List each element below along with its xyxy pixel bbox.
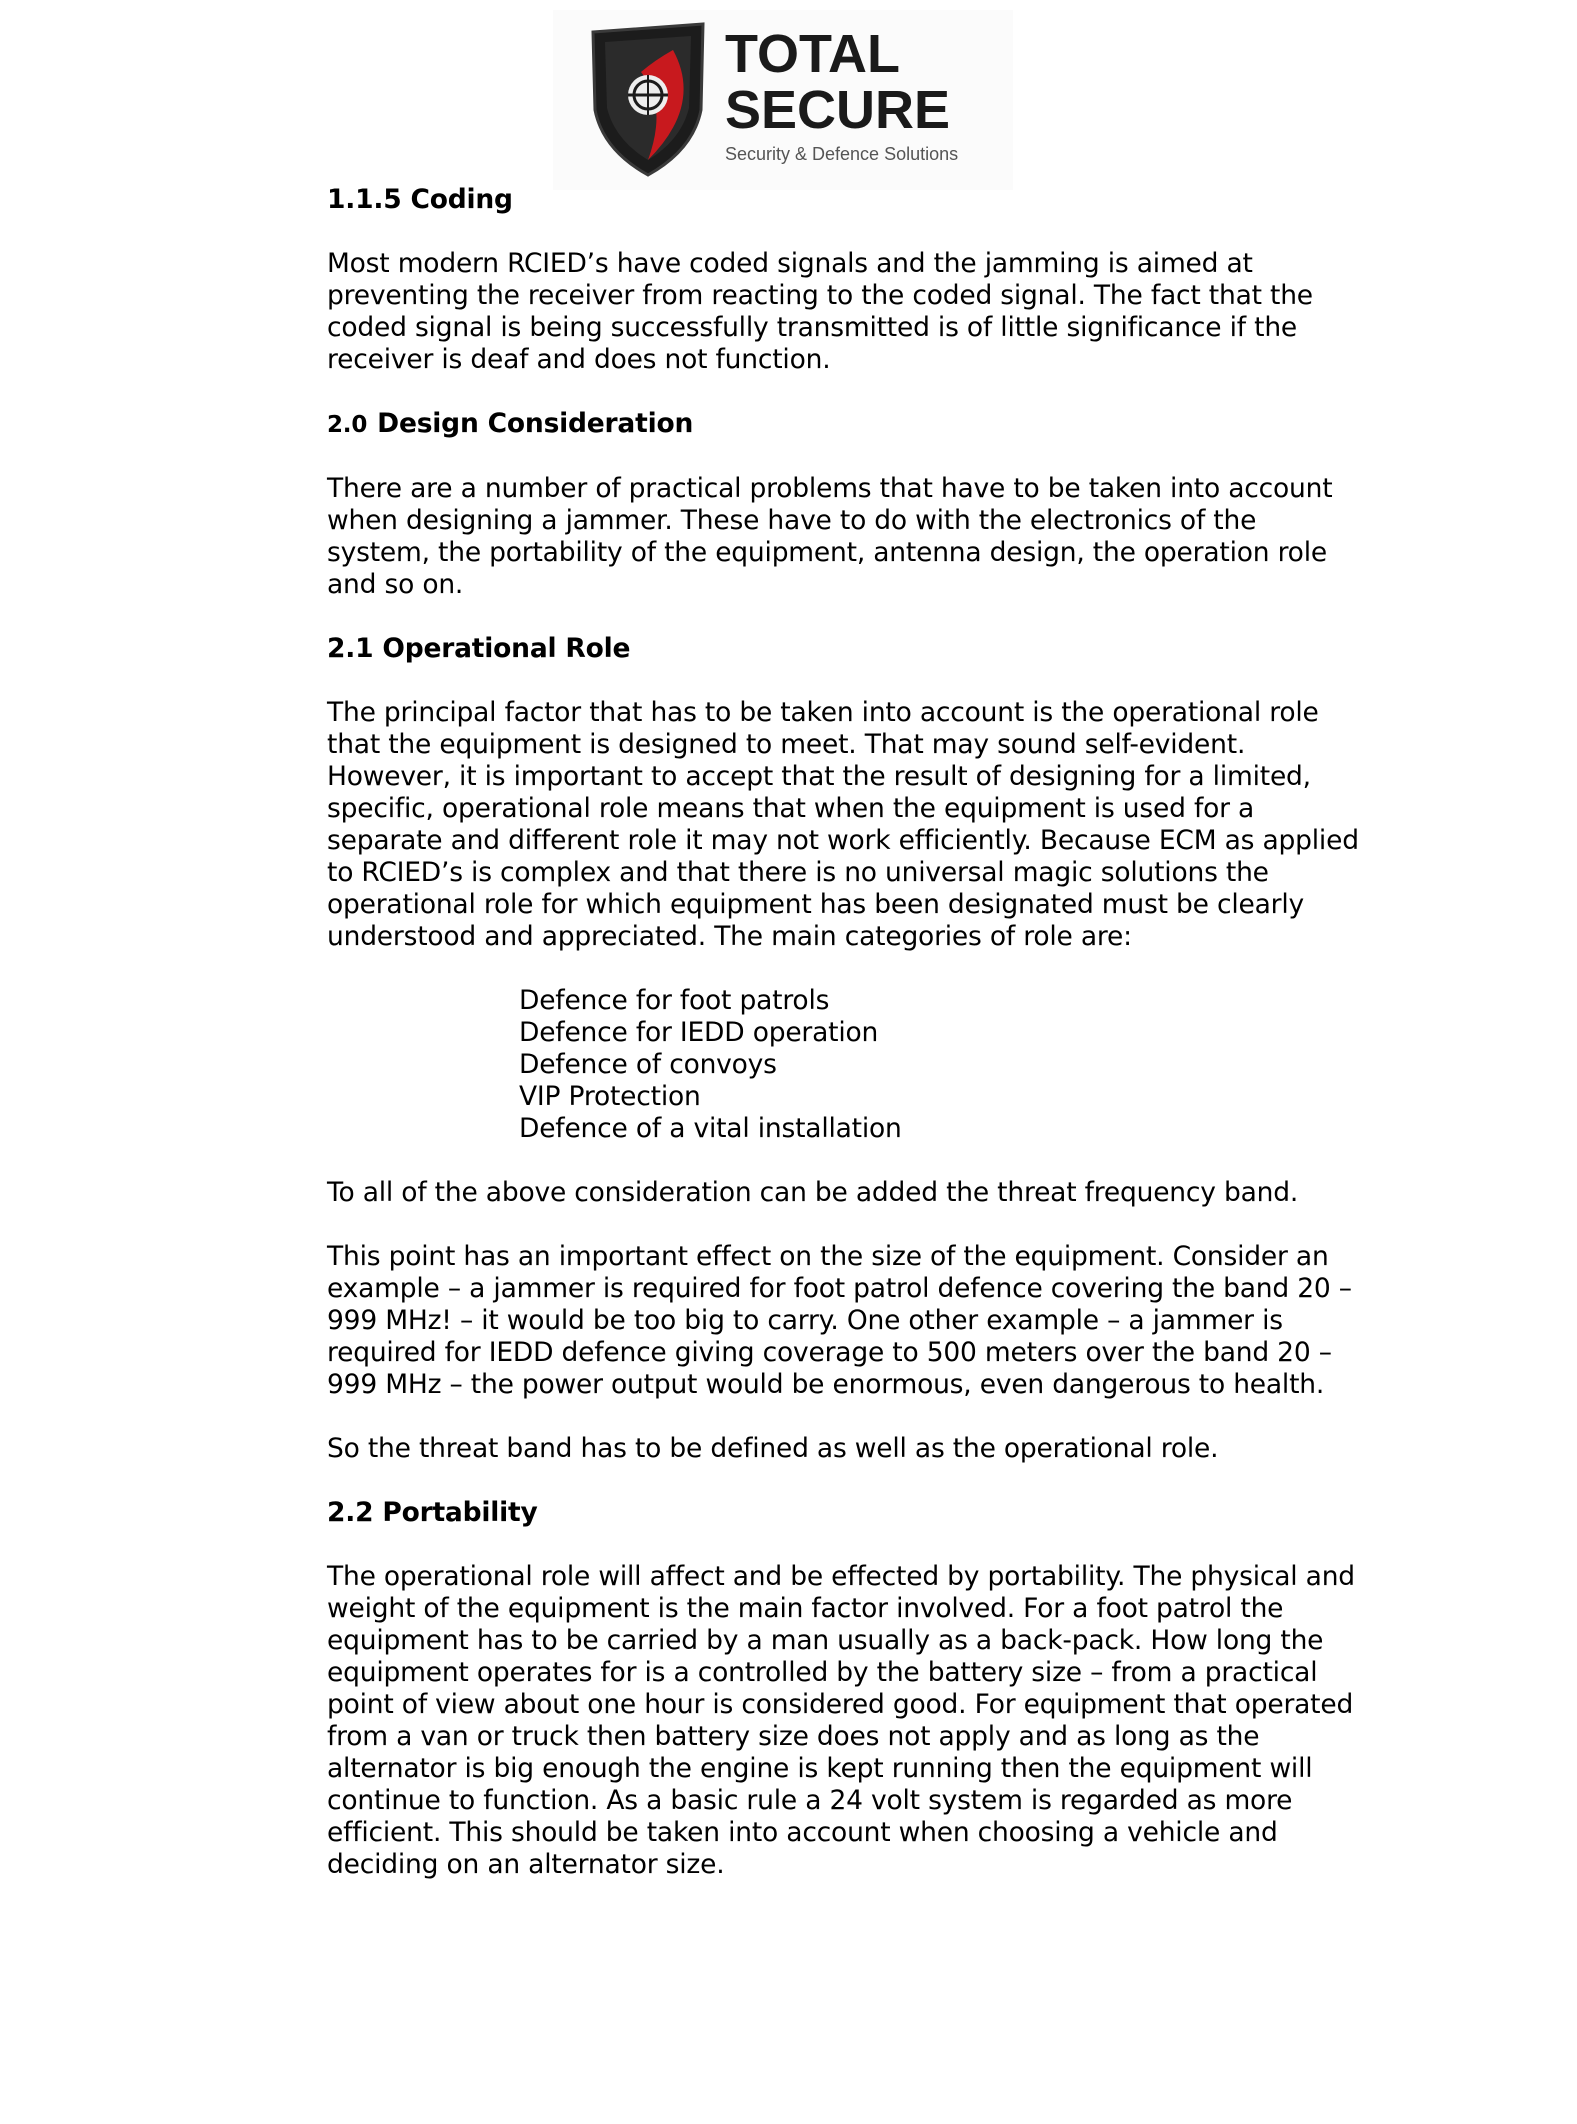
heading-design-consideration (327, 408, 1367, 441)
document-body (327, 184, 1367, 1881)
list-item: Defence of convoys (519, 1049, 777, 1080)
role-list (327, 985, 1367, 1145)
company-logo (553, 10, 1013, 190)
logo-line1: TOTAL (725, 24, 900, 84)
list-item: VIP Protection (519, 1081, 701, 1112)
logo-tagline: Security & Defence Solutions (725, 144, 959, 164)
paragraph-coding: Most modern RCIED’s have coded signals and the jamming is aimed at preventing the receiver from reacting to the coded signal. The fact that the coded signal is being successfully transmitted is of little significance if the receiver is deaf and does not function. (327, 248, 1313, 375)
paragraph-threat-band: To all of the above consideration can be added the threat frequency band. (327, 1177, 1299, 1208)
paragraph-example: This point has an important effect on the size of the equipment. Consider an example – a jammer is required for foot patrol defence covering the band 20 – 999 MHz! – it would be too big to carry. One other example – a jammer is required for IEDD defence giving coverage to 500 meters over the band 20 – 999 MHz – the power output would be enormous, even dangerous to health. (327, 1241, 1352, 1400)
paragraph-portability: The operational role will affect and be effected by portability. The physical and weight of the equipment is the main factor involved. For a foot patrol the equipment has to be carried by a man usually as a back-pack. How long the equipment operates for is a controlled by the battery size – from a practical point of view about one hour is considered good. For equipment that operated from a van or truck then battery size does not apply and as long as the alternator is big enough the engine is kept running then the equipment will continue to function. As a basic rule a 24 volt system is regarded as more efficient. This should be taken into account when choosing a vehicle and deciding on an alternator size. (327, 1561, 1355, 1880)
heading-operational-role: 2.1 Operational Role (327, 633, 631, 664)
paragraph-design-consideration: There are a number of practical problems that have to be taken into account when designing a jammer. These have to do with the electronics of the system, the portability of the equipment, antenna design, the operation role and so on. (327, 473, 1333, 600)
paragraph-conclusion: So the threat band has to be defined as well as the operational role. (327, 1433, 1219, 1464)
section-title: Design Consideration (377, 408, 694, 439)
logo-line2: SECURE (725, 80, 951, 140)
paragraph-operational-role: The principal factor that has to be taken into account is the operational role that the equipment is designed to meet. That may sound self-evident. However, it is important to accept that the result of designing for a limited, specific, operational role means that when the equipment is used for a separate and different role it may not work efficiently. Because ECM as applied to RCIED’s is complex and that there is no universal magic solutions the operational role for which equipment has been designated must be clearly understood and appreciated. The main categories of role are: (327, 697, 1359, 952)
heading-portability: 2.2 Portability (327, 1497, 538, 1528)
heading-coding: 1.1.5 Coding (327, 184, 513, 215)
list-item: Defence for foot patrols (519, 985, 830, 1016)
list-item: Defence of a vital installation (519, 1113, 902, 1144)
list-item: Defence for IEDD operation (519, 1017, 879, 1048)
section-number: 2.0 (327, 412, 368, 438)
